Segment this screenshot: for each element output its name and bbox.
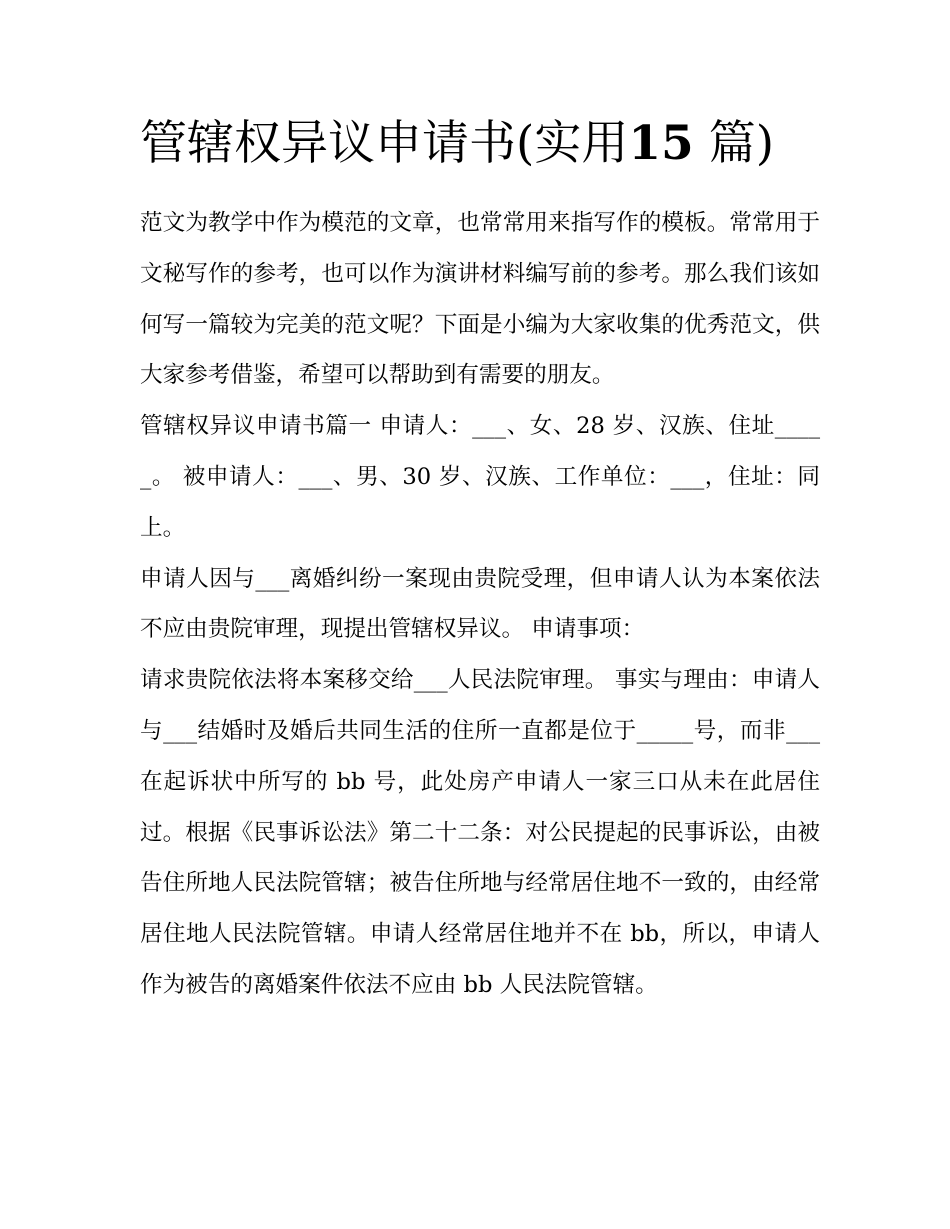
title-number: 15	[628, 116, 694, 171]
title-text: 管辖权异议申请书(实用	[140, 116, 629, 171]
objection-paragraph: 申请人因与___离婚纠纷一案现由贵院受理，但申请人认为本案依法不应由贵院审理，现提出管辖权异议。 申请事项：	[140, 565, 820, 643]
document-title	[140, 112, 830, 176]
document-body	[140, 198, 820, 1011]
intro-paragraph: 范文为教学中作为模范的文章，也常常用来指写作的模板。常常用于文秘写作的参考，也可以作为演讲材料编写前的参考。那么我们该如何写一篇较为完美的范文呢？下面是小编为大家收集的优秀范文，供大家参考借鉴，希望可以帮助到有需要的朋友。	[140, 210, 820, 389]
request-reasons-paragraph: 请求贵院依法将本案移交给___人民法院审理。 事实与理由：申请人与___结婚时及婚后共同生活的住所一直都是位于_____号，而非___在起诉状中所写的 bb 号，此处房产申请人一家三口从未在此居住过。根据《民事诉讼法》第二十二条：对公民提起的民事诉讼，由被告住所地人民法院管辖；被告住所地与经常居住地不一致的，由经常居住地人民法院管辖。申请人经常居住地并不在 bb，所以，申请人作为被告的离婚案件依法不应由 bb 人民法院管辖。	[140, 667, 820, 998]
title-suffix: 篇)	[693, 116, 775, 171]
parties-paragraph: 管辖权异议申请书篇一 申请人：___、女、28 岁、汉族、住址_____。 被申请人：___、男、30 岁、汉族、工作单位：___，住址：同上。	[140, 413, 820, 541]
